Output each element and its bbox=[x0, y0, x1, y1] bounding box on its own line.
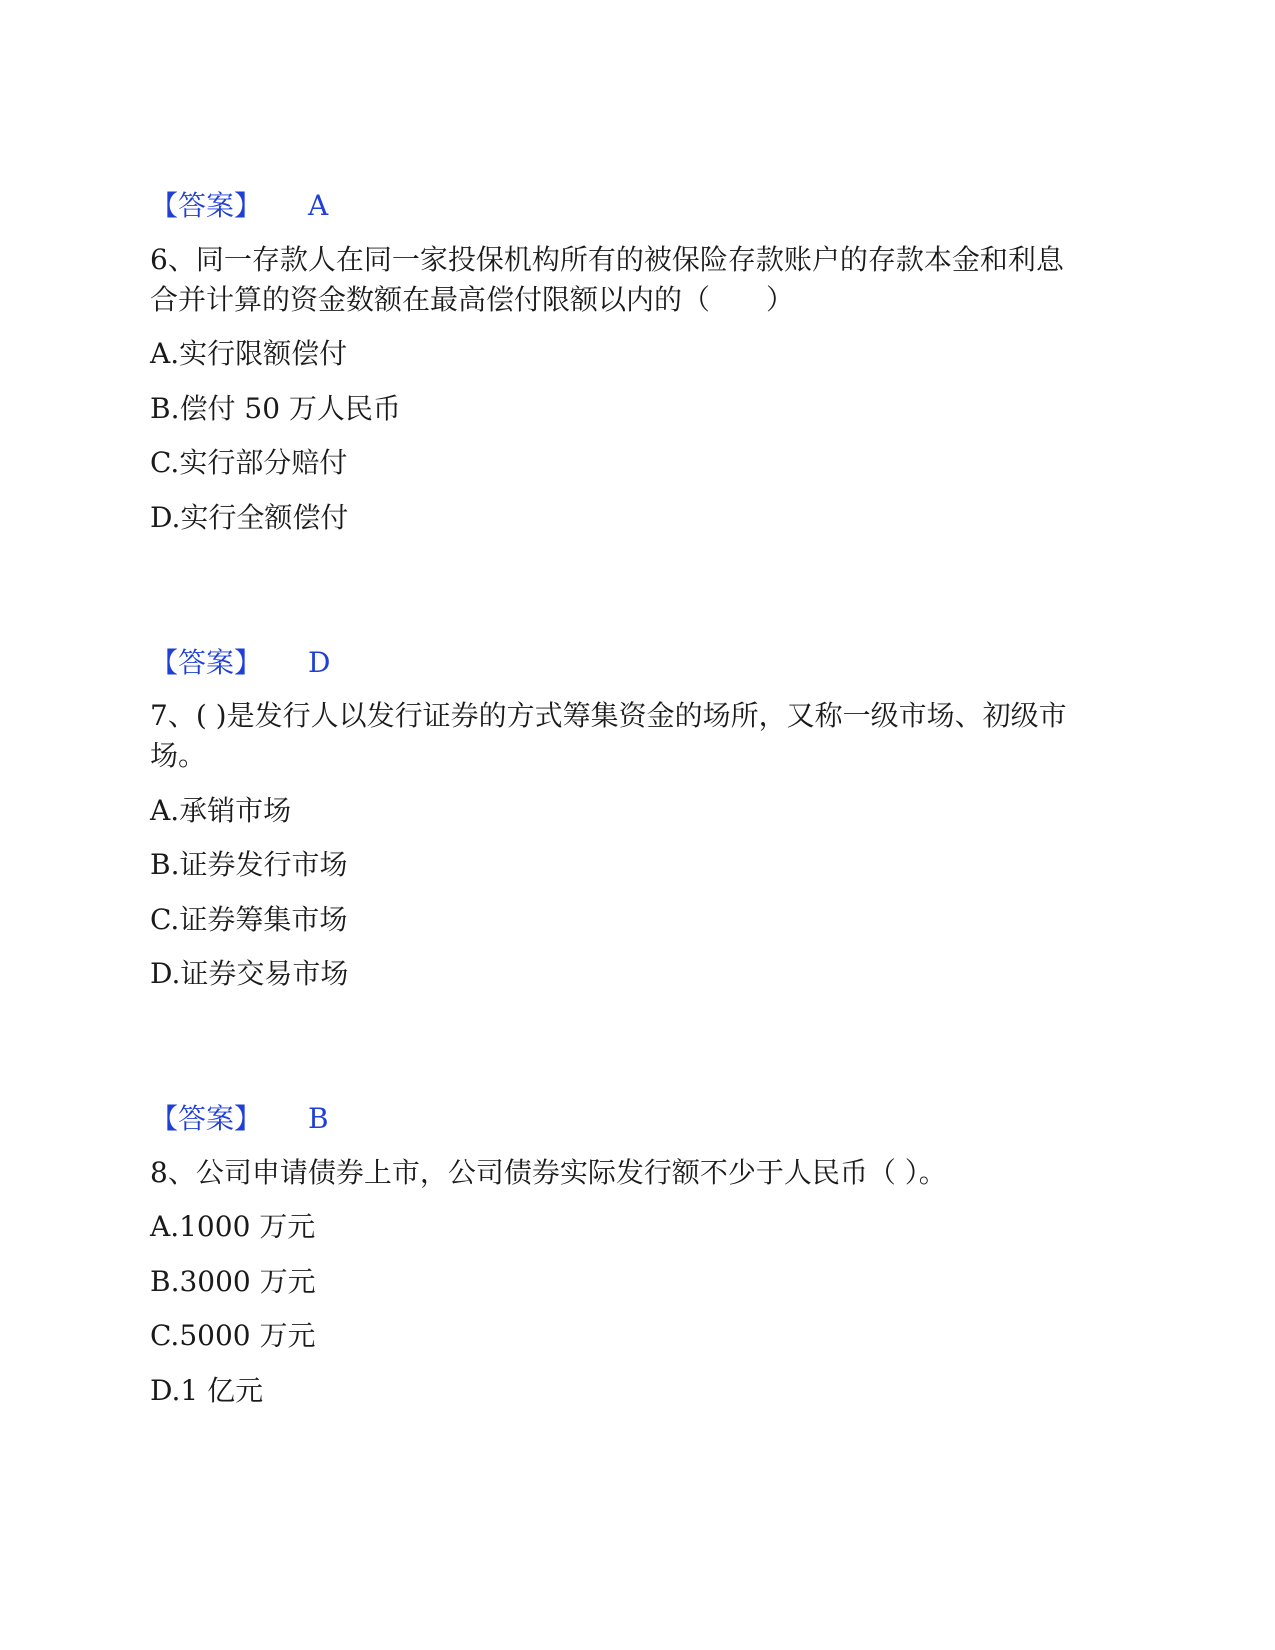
question-7-text-line2: 场。 bbox=[150, 739, 207, 772]
question-8-option-d: D.1 亿元 bbox=[150, 1374, 264, 1407]
question-6-option-b: B.偿付 50 万人民币 bbox=[150, 392, 401, 425]
answer-value: A bbox=[308, 189, 329, 222]
answer-line-7 bbox=[150, 1101, 329, 1137]
answer-line-5 bbox=[150, 188, 328, 224]
answer-label: 【答案】 bbox=[150, 646, 263, 679]
question-6-option-d: D.实行全额偿付 bbox=[150, 501, 349, 534]
question-7-option-d: D.证券交易市场 bbox=[150, 957, 349, 990]
question-8-option-a: A.1000 万元 bbox=[150, 1210, 316, 1243]
question-7-text-line1: 7、( )是发行人以发行证券的方式筹集资金的场所，又称一级市场、初级市 bbox=[150, 699, 1067, 732]
question-8-option-c: C.5000 万元 bbox=[150, 1319, 316, 1352]
answer-value: B bbox=[308, 1102, 329, 1135]
answer-label: 【答案】 bbox=[150, 1102, 263, 1135]
question-8-option-b: B.3000 万元 bbox=[150, 1265, 316, 1298]
question-6-option-c: C.实行部分赔付 bbox=[150, 446, 348, 479]
question-6-option-a: A.实行限额偿付 bbox=[150, 337, 348, 370]
question-7-option-a: A.承销市场 bbox=[150, 794, 292, 827]
answer-value: D bbox=[308, 646, 331, 679]
question-7-option-c: C.证券筹集市场 bbox=[150, 903, 348, 936]
question-6-text-line2: 合并计算的资金数额在最高偿付限额以内的（ ） bbox=[150, 283, 795, 316]
answer-label: 【答案】 bbox=[150, 189, 263, 222]
question-8-text: 8、公司申请债券上市，公司债券实际发行额不少于人民币（ ）。 bbox=[150, 1156, 947, 1189]
question-6-text-line1: 6、同一存款人在同一家投保机构所有的被保险存款账户的存款本金和利息 bbox=[150, 243, 1064, 276]
question-7-option-b: B.证券发行市场 bbox=[150, 848, 348, 881]
answer-line-6 bbox=[150, 645, 330, 681]
